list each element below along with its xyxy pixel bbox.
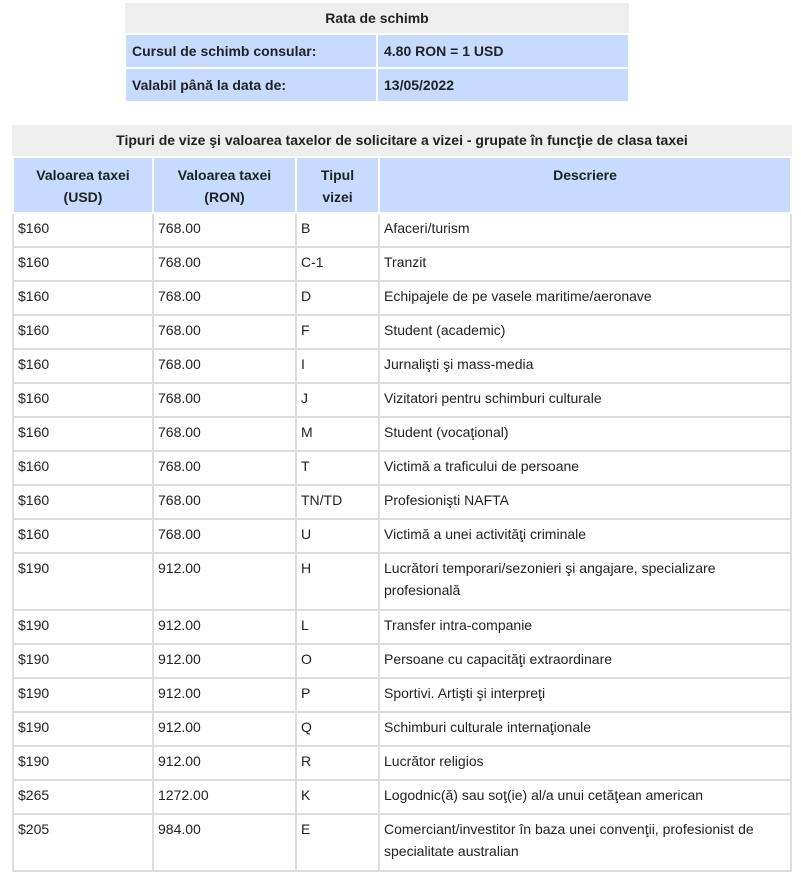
fee-usd-cell: $160 <box>13 519 153 553</box>
visa-type-cell: K <box>296 780 379 814</box>
fee-ron-cell: 768.00 <box>153 213 296 247</box>
table-row <box>13 485 791 519</box>
fee-ron-cell: 768.00 <box>153 451 296 485</box>
visa-type-cell: J <box>296 383 379 417</box>
exchange-rate-title: Rata de schimb <box>125 3 629 34</box>
table-row <box>13 644 791 678</box>
exchange-rate-row <box>125 34 629 68</box>
header-fee-ron <box>153 157 296 213</box>
header-description: Descriere <box>379 157 791 213</box>
fee-ron-cell: 912.00 <box>153 712 296 746</box>
table-row <box>13 451 791 485</box>
fee-usd-cell: $160 <box>13 383 153 417</box>
table-row <box>13 678 791 712</box>
description-cell: Logodnic(ă) sau soţ(ie) al/a unui cetăţean american <box>379 780 791 814</box>
fee-ron-cell: 768.00 <box>153 349 296 383</box>
visa-fees-table <box>12 125 792 872</box>
fee-ron-cell: 912.00 <box>153 610 296 644</box>
header-fee-ron-line2: (RON) <box>204 189 245 205</box>
fee-usd-cell: $160 <box>13 247 153 281</box>
fee-ron-cell: 768.00 <box>153 417 296 451</box>
fee-usd-cell: $190 <box>13 712 153 746</box>
fee-ron-cell: 912.00 <box>153 553 296 610</box>
visa-type-cell: O <box>296 644 379 678</box>
fee-ron-cell: 912.00 <box>153 644 296 678</box>
visa-type-cell: H <box>296 553 379 610</box>
header-visa-type <box>296 157 379 213</box>
visa-type-cell: Q <box>296 712 379 746</box>
visa-type-cell: I <box>296 349 379 383</box>
visa-type-cell: B <box>296 213 379 247</box>
visa-fees-caption: Tipuri de vize şi valoarea taxelor de solicitare a vizei - grupate în funcţie de clasa taxei <box>12 125 792 156</box>
table-row <box>13 610 791 644</box>
visa-type-cell: L <box>296 610 379 644</box>
fee-usd-cell: $265 <box>13 780 153 814</box>
fee-ron-cell: 768.00 <box>153 281 296 315</box>
description-cell: Student (vocaţional) <box>379 417 791 451</box>
description-cell: Schimburi culturale internaţionale <box>379 712 791 746</box>
visa-fees-body <box>13 213 791 871</box>
description-cell: Lucrător religios <box>379 746 791 780</box>
table-row <box>13 553 791 610</box>
table-row <box>13 315 791 349</box>
description-cell: Echipajele de pe vasele maritime/aeronave <box>379 281 791 315</box>
description-cell: Lucrători temporari/sezonieri şi angajare, specializare profesională <box>379 553 791 610</box>
description-cell: Persoane cu capacităţi extraordinare <box>379 644 791 678</box>
fee-usd-cell: $160 <box>13 417 153 451</box>
visa-type-cell: U <box>296 519 379 553</box>
fee-ron-cell: 768.00 <box>153 485 296 519</box>
description-cell: Victimă a traficului de persoane <box>379 451 791 485</box>
fee-usd-cell: $205 <box>13 814 153 871</box>
table-row <box>13 247 791 281</box>
visa-type-cell: T <box>296 451 379 485</box>
visa-type-cell: R <box>296 746 379 780</box>
valid-until-label: Valabil până la data de: <box>125 68 377 102</box>
table-row <box>13 814 791 871</box>
exchange-rate-value: 4.80 RON = 1 USD <box>377 34 629 68</box>
fee-usd-cell: $190 <box>13 644 153 678</box>
description-cell: Profesionişti NAFTA <box>379 485 791 519</box>
description-cell: Afaceri/turism <box>379 213 791 247</box>
table-row <box>13 383 791 417</box>
exchange-rate-label: Cursul de schimb consular: <box>125 34 377 68</box>
fee-usd-cell: $160 <box>13 349 153 383</box>
description-cell: Tranzit <box>379 247 791 281</box>
fee-ron-cell: 1272.00 <box>153 780 296 814</box>
fee-ron-cell: 768.00 <box>153 383 296 417</box>
table-row <box>13 281 791 315</box>
header-fee-usd-line1: Valoarea taxei <box>36 167 130 183</box>
fee-usd-cell: $190 <box>13 610 153 644</box>
description-cell: Comerciant/investitor în baza unei convenţii, profesionist de specialitate australian <box>379 814 791 871</box>
visa-type-cell: P <box>296 678 379 712</box>
table-row <box>13 213 791 247</box>
visa-type-cell: F <box>296 315 379 349</box>
visa-type-cell: M <box>296 417 379 451</box>
table-row <box>13 519 791 553</box>
visa-type-cell: E <box>296 814 379 871</box>
header-fee-usd <box>13 157 153 213</box>
visa-type-cell: D <box>296 281 379 315</box>
visa-type-cell: C-1 <box>296 247 379 281</box>
fee-usd-cell: $190 <box>13 746 153 780</box>
table-row <box>13 746 791 780</box>
header-visa-type-line1: Tipul <box>320 167 355 183</box>
fee-usd-cell: $160 <box>13 451 153 485</box>
visa-fees-header-row <box>13 157 791 213</box>
fee-usd-cell: $160 <box>13 485 153 519</box>
exchange-rate-table <box>124 3 630 103</box>
header-visa-type-line2: vizei <box>322 189 353 205</box>
fee-ron-cell: 912.00 <box>153 746 296 780</box>
table-row <box>13 780 791 814</box>
description-cell: Jurnalişti şi mass-media <box>379 349 791 383</box>
fee-ron-cell: 768.00 <box>153 315 296 349</box>
description-cell: Transfer intra-companie <box>379 610 791 644</box>
valid-until-row <box>125 68 629 102</box>
header-fee-ron-line1: Valoarea taxei <box>177 167 272 183</box>
table-row <box>13 417 791 451</box>
fee-usd-cell: $190 <box>13 553 153 610</box>
fee-usd-cell: $160 <box>13 213 153 247</box>
fee-usd-cell: $190 <box>13 678 153 712</box>
description-cell: Student (academic) <box>379 315 791 349</box>
description-cell: Vizitatori pentru schimburi culturale <box>379 383 791 417</box>
table-row <box>13 349 791 383</box>
valid-until-value: 13/05/2022 <box>377 68 629 102</box>
fee-usd-cell: $160 <box>13 315 153 349</box>
fee-ron-cell: 768.00 <box>153 247 296 281</box>
header-fee-usd-line2: (USD) <box>63 189 103 205</box>
fee-ron-cell: 984.00 <box>153 814 296 871</box>
table-row <box>13 712 791 746</box>
description-cell: Sportivi. Artişti şi interpreţi <box>379 678 791 712</box>
fee-ron-cell: 912.00 <box>153 678 296 712</box>
visa-type-cell: TN/TD <box>296 485 379 519</box>
fee-usd-cell: $160 <box>13 281 153 315</box>
fee-ron-cell: 768.00 <box>153 519 296 553</box>
description-cell: Victimă a unei activităţi criminale <box>379 519 791 553</box>
